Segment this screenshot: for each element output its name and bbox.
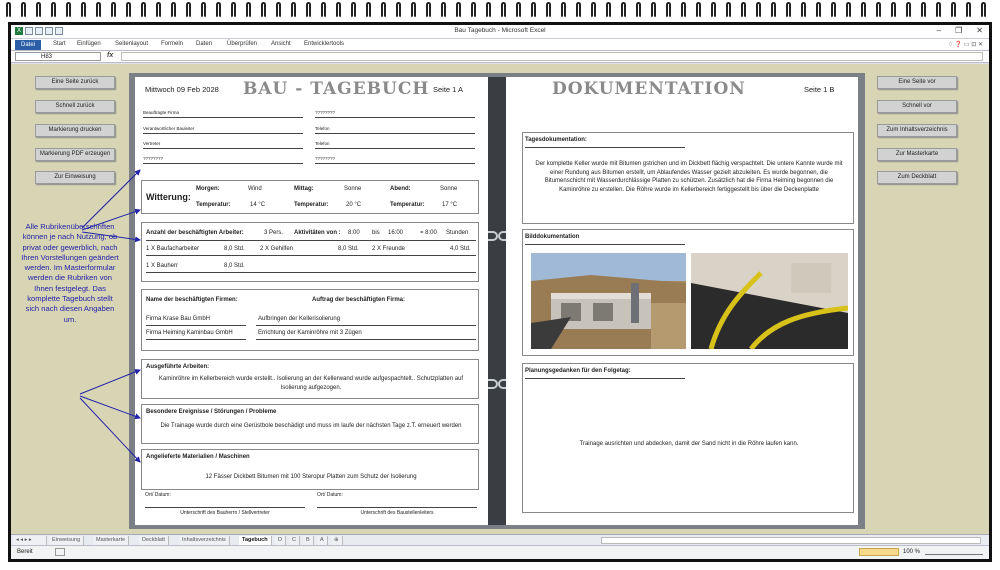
spiral-ring [726, 2, 731, 18]
name-box[interactable]: H83 [15, 52, 101, 61]
order-heading: Auftrag der beschäftigten Firma: [312, 297, 406, 303]
spiral-ring [906, 2, 911, 18]
field-label: Telefon [315, 141, 330, 146]
spiral-ring [6, 2, 11, 18]
spiral-ring [891, 2, 896, 18]
spiral-ring [666, 2, 671, 18]
zoom-slider[interactable] [925, 549, 983, 555]
annotation-note: Alle Rubrikenüberschriften können je nach Nutzung, ob privat oder gewerblich, nach Ihren Vorstellungen geändert werden. Im Masterformular werden die Rubriken von Ihnen festgelegt. Das komplette Tagebuch stellt sich nach diesen Angaben um. [21, 222, 119, 324]
spiral-binding [0, 0, 1000, 22]
ribbon-tabs [11, 39, 989, 51]
sheet-tab-tagebuch[interactable]: Tagebuch [239, 536, 272, 545]
spiral-ring [231, 2, 236, 18]
activity-unit: Stunden [446, 230, 469, 236]
events-section [141, 404, 479, 444]
view-mode-icons[interactable] [859, 548, 899, 556]
sheet-tab-c[interactable]: C [289, 536, 300, 545]
close-button[interactable]: ✕ [976, 26, 983, 35]
spiral-ring [321, 2, 326, 18]
weather-heading: Witterung: [146, 192, 191, 202]
spiral-ring [471, 2, 476, 18]
fast-forward-button[interactable]: Schnell vor [877, 100, 957, 113]
daily-doc-section [522, 132, 854, 224]
field-label: Beauftragte Firma [143, 110, 180, 115]
toc-button[interactable]: Zum Inhaltsverzeichnis [877, 124, 957, 137]
spiral-ring [291, 2, 296, 18]
spiral-ring [756, 2, 761, 18]
spiral-ring [636, 2, 641, 18]
sheet-tab-einweisung[interactable]: Einweisung [49, 536, 84, 545]
firm-order[interactable]: Errichtung der Kaminröhre mit 3 Zügen [258, 330, 362, 336]
field-label: ???????? [315, 156, 336, 161]
spiral-ring [741, 2, 746, 18]
spiral-ring [591, 2, 596, 18]
spiral-ring [381, 2, 386, 18]
activity-to[interactable]: 16:00 [388, 230, 404, 236]
spiral-ring [561, 2, 566, 18]
sheet-tab-masterkarte[interactable]: Masterkarte [93, 536, 129, 545]
spiral-ring [966, 2, 971, 18]
firm-name[interactable]: Firma Heiming Kaminbau GmbH [146, 330, 233, 336]
horizontal-scrollbar[interactable] [601, 537, 981, 544]
tab-datei[interactable]: Datei [15, 40, 41, 50]
page-date: Mittwoch 09 Feb 2028 [145, 85, 219, 94]
planning-section [522, 363, 854, 513]
construction-photo-basement[interactable] [531, 253, 686, 349]
worksheet [11, 64, 989, 534]
field-label: ???????? [315, 110, 336, 115]
spiral-ring [801, 2, 806, 18]
next-page-button[interactable]: Eine Seite vor [877, 76, 957, 89]
master-card-button[interactable]: Zur Masterkarte [877, 148, 957, 161]
spiral-ring [276, 2, 281, 18]
excel-icon: X [16, 28, 21, 34]
activity-bis: bis [372, 230, 380, 236]
firms-section [141, 289, 479, 351]
book-spine [488, 77, 506, 525]
page-number: Seite 1 B [804, 85, 835, 94]
prev-page-button[interactable]: Eine Seite zurück [35, 76, 115, 89]
spiral-ring [201, 2, 206, 18]
spiral-ring [516, 2, 521, 18]
sheet-tab-a[interactable]: A [317, 536, 328, 545]
status-bar [11, 545, 989, 559]
diary-page-right [506, 77, 858, 525]
spiral-ring [621, 2, 626, 18]
temp-value[interactable]: 20 °C [346, 202, 362, 208]
photo-heading: Bilddokumentation [525, 234, 580, 240]
daily-heading: Tagesdokumentation: [525, 137, 587, 143]
tab-formeln[interactable]: Formeln [161, 41, 184, 47]
temp-value[interactable]: 17 °C [442, 202, 458, 208]
window-title: Bau Tagebuch - Microsoft Excel [454, 27, 546, 34]
workers-label: Anzahl der beschäftigten Arbeiter: [146, 230, 244, 236]
formula-bar [11, 51, 989, 63]
place-date-label: Ort/ Datum: [145, 492, 171, 498]
work-section [141, 359, 479, 399]
title-bar [11, 25, 989, 39]
spiral-ring [921, 2, 926, 18]
spiral-ring [606, 2, 611, 18]
materials-section [141, 449, 479, 490]
firms-heading: Name der beschäftigten Firmen: [146, 297, 238, 303]
workers-section [141, 222, 479, 282]
spiral-ring [186, 2, 191, 18]
sheet-tab-b[interactable]: B [303, 536, 314, 545]
events-text[interactable]: Die Trainage wurde durch eine Gerüstbole beschädigt und muss im laufe der nächsten Tage z.T. erneuert werden [160, 423, 462, 429]
worker-entry[interactable]: 1 X Baufacharbeiter [146, 246, 200, 252]
temp-value[interactable]: 14 °C [250, 202, 266, 208]
spiral-ring [936, 2, 941, 18]
sheet-tab-deckblatt[interactable]: Deckblatt [139, 536, 169, 545]
spiral-ring [681, 2, 686, 18]
spiral-ring [246, 2, 251, 18]
worker-hours[interactable]: 4,0 Std. [450, 246, 471, 252]
morning-label: Morgen: [196, 186, 220, 192]
morning-value[interactable]: Wind [248, 186, 262, 192]
spiral-ring [951, 2, 956, 18]
print-selection-button[interactable]: Markierung drucken [35, 124, 115, 137]
spiral-ring [171, 2, 176, 18]
spiral-ring [216, 2, 221, 18]
workers-count[interactable]: 3 Pers. [264, 230, 284, 236]
spiral-ring [861, 2, 866, 18]
worker-hours[interactable]: 8,0 Std. [224, 263, 245, 269]
spiral-ring [156, 2, 161, 18]
spiral-ring [351, 2, 356, 18]
activity-label: Aktivitäten von : [294, 230, 341, 236]
minimize-button[interactable]: – [936, 26, 942, 35]
spiral-ring [501, 2, 506, 18]
spiral-ring [66, 2, 71, 18]
page-number: Seite 1 A [433, 85, 464, 94]
spiral-ring [786, 2, 791, 18]
evening-label: Abend: [390, 186, 411, 192]
worker-entry[interactable]: 2 X Freunde [372, 246, 406, 252]
spiral-ring [81, 2, 86, 18]
doc-title: DOKUMENTATION [552, 79, 746, 99]
new-sheet-icon[interactable]: ⊕ [331, 536, 343, 545]
field-label: ???????? [143, 156, 164, 161]
materials-heading: Angelieferte Materialien / Maschinen [146, 454, 250, 460]
ribbon-window-controls[interactable]: ♢ ❓ ▭ ⊡ ✕ [947, 42, 983, 48]
fast-back-button[interactable]: Schnell zurück [35, 100, 115, 113]
spiral-ring [21, 2, 26, 18]
work-text[interactable]: Kaminröhre im Kellerbereich wurde erstellt.. Isolierung an der Kellerwand wurde aufgespachtelt.. Schutzplatten auf Isolierung aufgezogen. [158, 376, 464, 391]
worker-entry[interactable]: 2 X Gehilfen [260, 246, 294, 252]
activity-total: = 8:00 [420, 230, 437, 236]
tab-einfuegen[interactable]: Einfügen [77, 41, 101, 47]
spiral-ring [831, 2, 836, 18]
tab-start[interactable]: Start [53, 41, 66, 47]
sheet-tab-d[interactable]: D [275, 536, 286, 545]
spiral-ring [261, 2, 266, 18]
field-label: Vertreter [143, 141, 161, 146]
construction-photo-insulation[interactable] [691, 253, 848, 349]
spiral-ring [696, 2, 701, 18]
spiral-ring [456, 2, 461, 18]
spiral-ring [396, 2, 401, 18]
spiral-ring [96, 2, 101, 18]
spiral-ring [876, 2, 881, 18]
signature-label: Unterschrift des Baustellenleiters [360, 510, 434, 516]
field-label: Telefon [315, 126, 330, 131]
photo-section [522, 229, 854, 356]
spiral-ring [336, 2, 341, 18]
spiral-ring [141, 2, 146, 18]
spiral-ring [531, 2, 536, 18]
spiral-ring [546, 2, 551, 18]
diary-book [129, 73, 865, 529]
evening-value[interactable]: Sonne [440, 186, 458, 192]
worker-hours[interactable]: 8,0 Std. [338, 246, 359, 252]
spiral-ring [486, 2, 491, 18]
weather-section [141, 180, 479, 214]
worker-hours[interactable]: 8,0 Std. [224, 246, 245, 252]
work-heading: Ausgeführte Arbeiten: [146, 364, 210, 370]
diary-page-left [135, 77, 488, 525]
spiral-ring [111, 2, 116, 18]
firm-order[interactable]: Aufbringen der Kellerisolierung [258, 316, 341, 322]
spiral-ring [576, 2, 581, 18]
page-title: BAU - TAGEBUCH [243, 79, 430, 99]
spiral-ring [981, 2, 986, 18]
pdf-selection-button[interactable]: Markierung PDF erzeugen [35, 148, 115, 161]
noon-label: Mittag: [294, 186, 314, 192]
formula-input[interactable] [121, 52, 983, 61]
status-ready: Bereit [17, 549, 33, 555]
sheet-tab-bar [11, 534, 989, 545]
plan-heading: Planungsgedanken für den Folgetag: [525, 368, 631, 374]
tab-scroll-icon[interactable]: ◂ ◂ ▸ ▸ [13, 536, 47, 545]
daily-text[interactable]: Der komplette Keller wurde mit Bitumen gstrichen und im Dickbett flächig verspachtelt. Die untere Kannte wurde mit einer Rundung aus Bitumen erstellt, um Ablaufendes Wasser gezielt abzuleiten. Es wurde begonnen, die Bitumenschicht mit Wasserdurchlässige Platten zu schützen. Zusätzlich hat die Firma Heiming begonnen die Kaminröhre zu erstellen. Die Röhre wurde im Kellerbereich fertiggestellt bis über die Deckenplatte [535, 161, 843, 193]
spiral-ring [846, 2, 851, 18]
fx-icon[interactable]: fx [107, 52, 114, 59]
spiral-ring [771, 2, 776, 18]
tab-ansicht[interactable]: Ansicht [271, 41, 291, 47]
spiral-ring [306, 2, 311, 18]
spiral-ring [36, 2, 41, 18]
intro-button[interactable]: Zur Einweisung [35, 171, 115, 184]
plan-text[interactable]: Trainage ausrichten und abdecken, damit der Sand nicht in die Röhre laufen kann. [579, 441, 799, 447]
temp-label: Temperatur: [294, 202, 329, 208]
worker-entry[interactable]: 1 X Bauherr [146, 263, 179, 269]
noon-value[interactable]: Sonne [344, 186, 362, 192]
spiral-ring [126, 2, 131, 18]
restore-button[interactable]: ❐ [955, 26, 963, 35]
spiral-ring [816, 2, 821, 18]
events-heading: Besondere Ereignisse / Störungen / Probleme [146, 409, 277, 415]
tab-daten[interactable]: Daten [196, 41, 213, 47]
tab-seitenlayout[interactable]: Seitenlayout [115, 41, 149, 47]
place-date-label: Ort/ Datum: [317, 492, 343, 498]
field-label: Verantwortlicher Bauleiter [143, 126, 195, 131]
temp-label: Temperatur: [196, 202, 231, 208]
excel-window [8, 22, 992, 562]
spiral-ring [441, 2, 446, 18]
tab-entwicklertools[interactable]: Entwicklertools [304, 41, 345, 47]
temp-label: Temperatur: [390, 202, 425, 208]
spiral-ring [51, 2, 56, 18]
macro-record-icon[interactable] [55, 548, 65, 556]
firm-name[interactable]: Firma Krase Bau GmbH [146, 316, 211, 322]
tab-ueberpruefen[interactable]: Überprüfen [227, 41, 258, 47]
spiral-ring [426, 2, 431, 18]
spiral-ring [366, 2, 371, 18]
materials-text[interactable]: 12 Fässer Dickbett Bitumen mit 100 Steropur Platten zum Schutz der Isolierung [205, 474, 417, 480]
spiral-ring [411, 2, 416, 18]
activity-from[interactable]: 8:00 [348, 230, 360, 236]
spiral-ring [711, 2, 716, 18]
cover-button[interactable]: Zum Deckblatt [877, 171, 957, 184]
zoom-level: 100 % [903, 549, 921, 555]
spiral-ring [651, 2, 656, 18]
signature-label: Unterschrift des Bauherrn / Stellvertreter [180, 510, 270, 516]
sheet-tab-inhaltsverzeichnis[interactable]: Inhaltsverzeichnis [179, 536, 230, 545]
